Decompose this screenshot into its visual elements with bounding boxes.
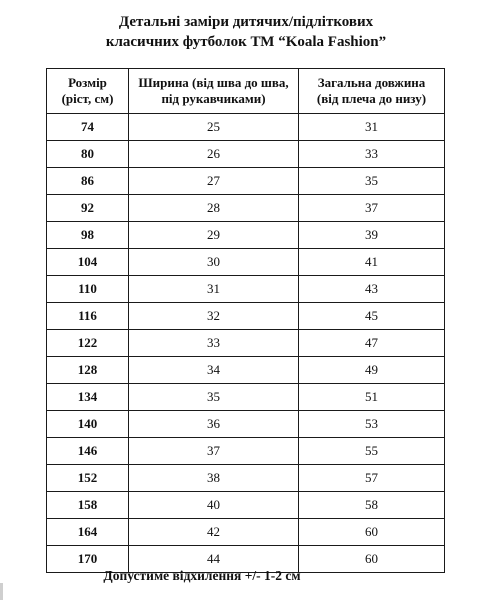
size-cell: 146: [47, 438, 129, 465]
length-cell: 45: [299, 303, 445, 330]
size-cell: 128: [47, 357, 129, 384]
size-cell: 164: [47, 519, 129, 546]
width-cell: 30: [129, 249, 299, 276]
table-row: [47, 384, 445, 411]
size-cell: 170: [47, 546, 129, 573]
title-line-1: Детальні заміри дитячих/підліткових: [118, 14, 374, 30]
width-cell: 28: [129, 195, 299, 222]
header-size-line-1: Розмір: [68, 75, 107, 90]
table-row: [47, 357, 445, 384]
width-cell: 44: [129, 546, 299, 573]
size-cell: 74: [47, 114, 129, 141]
width-cell: 38: [129, 465, 299, 492]
length-cell: 58: [299, 492, 445, 519]
width-cell: 26: [129, 141, 299, 168]
size-cell: 140: [47, 411, 129, 438]
table-row: [47, 492, 445, 519]
table-row: [47, 114, 445, 141]
header-width: [129, 69, 299, 114]
header-length-line-2: (від плеча до низу): [316, 91, 427, 106]
width-cell: 27: [129, 168, 299, 195]
width-cell: 33: [129, 330, 299, 357]
size-cell: 104: [47, 249, 129, 276]
width-cell: 42: [129, 519, 299, 546]
length-cell: 35: [299, 168, 445, 195]
width-cell: 31: [129, 276, 299, 303]
width-cell: 32: [129, 303, 299, 330]
edge-divider: [0, 583, 3, 600]
width-cell: 29: [129, 222, 299, 249]
size-cell: 92: [47, 195, 129, 222]
length-cell: 39: [299, 222, 445, 249]
page-title: [0, 12, 492, 52]
length-cell: 55: [299, 438, 445, 465]
length-cell: 47: [299, 330, 445, 357]
length-cell: 31: [299, 114, 445, 141]
length-cell: 49: [299, 357, 445, 384]
size-cell: 116: [47, 303, 129, 330]
header-width-line-1: Ширина (від шва до шва,: [138, 75, 289, 90]
width-cell: 37: [129, 438, 299, 465]
length-cell: 57: [299, 465, 445, 492]
tolerance-note: Допустиме відхилення +/- 1-2 см: [103, 568, 301, 583]
table-row: [47, 330, 445, 357]
size-cell: 80: [47, 141, 129, 168]
width-cell: 35: [129, 384, 299, 411]
header-width-line-2: під рукавчиками): [161, 91, 266, 106]
table-row: [47, 276, 445, 303]
width-cell: 36: [129, 411, 299, 438]
size-cell: 122: [47, 330, 129, 357]
table-row: [47, 195, 445, 222]
length-cell: 60: [299, 519, 445, 546]
width-cell: 40: [129, 492, 299, 519]
table-row: [47, 438, 445, 465]
length-cell: 53: [299, 411, 445, 438]
table-row: [47, 411, 445, 438]
size-cell: 86: [47, 168, 129, 195]
table-row: [47, 303, 445, 330]
size-cell: 134: [47, 384, 129, 411]
length-cell: 43: [299, 276, 445, 303]
size-cell: 98: [47, 222, 129, 249]
length-cell: 33: [299, 141, 445, 168]
size-cell: 110: [47, 276, 129, 303]
width-cell: 34: [129, 357, 299, 384]
title-line-2: класичних футболок ТМ “Koala Fashion”: [105, 34, 387, 50]
table-row: [47, 222, 445, 249]
size-chart-table: [46, 68, 445, 573]
header-length-line-1: Загальна довжина: [317, 75, 426, 90]
table-row: [47, 519, 445, 546]
length-cell: 60: [299, 546, 445, 573]
table-row: [47, 168, 445, 195]
table-header-row: [47, 69, 445, 114]
length-cell: 41: [299, 249, 445, 276]
header-size: [47, 69, 129, 114]
table-row: [47, 249, 445, 276]
table-body: [47, 114, 445, 573]
width-cell: 25: [129, 114, 299, 141]
table-row: [47, 465, 445, 492]
size-cell: 152: [47, 465, 129, 492]
size-cell: 158: [47, 492, 129, 519]
length-cell: 51: [299, 384, 445, 411]
header-size-line-2: (ріст, см): [61, 91, 114, 106]
length-cell: 37: [299, 195, 445, 222]
table-row: [47, 141, 445, 168]
header-length: [299, 69, 445, 114]
